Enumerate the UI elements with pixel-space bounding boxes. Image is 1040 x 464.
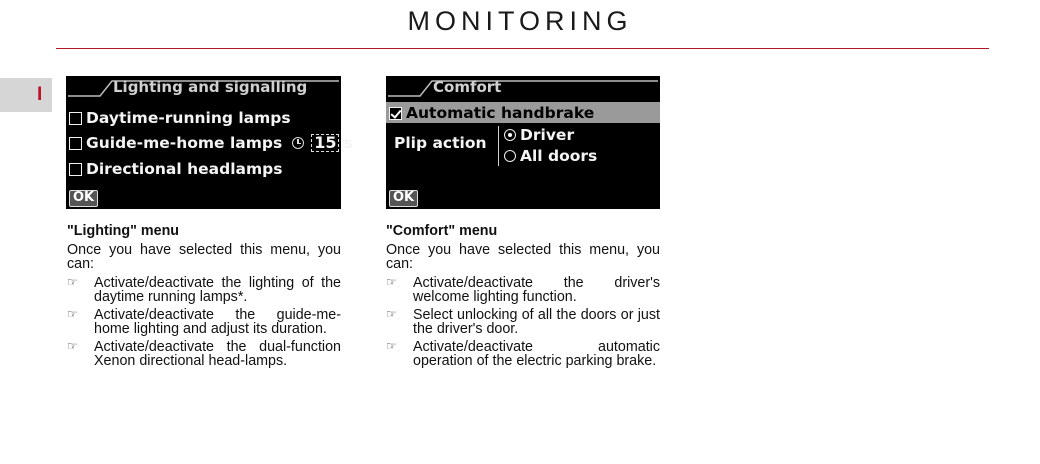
option-automatic-handbrake[interactable] — [389, 104, 594, 122]
option-guide-me-home-lamps[interactable] — [69, 134, 353, 152]
radio-all-doors[interactable] — [504, 147, 597, 165]
radio-label: All doors — [520, 147, 598, 165]
page-title: MONITORING — [407, 6, 633, 36]
bullet-text: Activate/deactivate the lighting of the daytime running lamps*. — [94, 275, 341, 305]
lighting-screen — [66, 76, 353, 209]
checkbox-icon[interactable] — [69, 163, 82, 176]
bullet-text: Select unlocking of all the doors or just the driver's door. — [413, 307, 660, 337]
vertical-divider — [498, 126, 499, 166]
option-daytime-running-lamps[interactable] — [69, 109, 291, 127]
pointing-hand-icon: ☞ — [386, 275, 397, 289]
checkbox-icon[interactable] — [69, 112, 82, 125]
bullet-text: Activate/deactivate the driver's welcome lighting function. — [413, 275, 660, 305]
radio-label: Driver — [520, 126, 575, 144]
screen-header — [386, 76, 660, 100]
header-tab-shape — [386, 76, 660, 102]
bullet-text: Activate/deactivate automatic operation of the electric parking brake. — [413, 339, 660, 369]
lighting-description — [67, 224, 341, 372]
list-item — [67, 276, 341, 304]
checkbox-checked-icon[interactable] — [389, 107, 402, 120]
radio-driver[interactable] — [504, 126, 574, 144]
comfort-menu-heading: "Comfort" menu — [386, 223, 498, 239]
option-directional-headlamps[interactable] — [69, 160, 282, 178]
plip-action-label — [394, 134, 487, 152]
list-item — [386, 308, 660, 336]
bullet-list — [386, 276, 660, 368]
radio-selected-icon[interactable] — [504, 129, 516, 141]
bullet-text: Activate/deactivate the guide-me-home lighting and adjust its duration. — [94, 307, 341, 337]
pointing-hand-icon: ☞ — [67, 339, 78, 353]
list-item — [67, 340, 341, 368]
screen-title: Lighting and signalling — [113, 78, 308, 96]
checkbox-icon[interactable] — [69, 137, 82, 150]
section-tab — [0, 78, 52, 112]
pointing-hand-icon: ☞ — [386, 339, 397, 353]
bullet-list — [67, 276, 341, 368]
pointing-hand-icon: ☞ — [67, 307, 78, 321]
list-item — [67, 308, 341, 336]
clock-icon — [292, 137, 304, 149]
ok-button[interactable]: OK — [389, 190, 418, 207]
title-divider — [56, 48, 989, 49]
plip-label-text: Plip action — [394, 134, 487, 152]
option-label: Guide-me-home lamps — [86, 134, 283, 152]
duration-value[interactable]: 15 — [311, 134, 339, 152]
comfort-description — [386, 224, 660, 372]
lighting-menu-heading: "Lighting" menu — [67, 223, 180, 239]
pointing-hand-icon: ☞ — [386, 307, 397, 321]
option-label: Automatic handbrake — [406, 104, 595, 122]
comfort-screen — [386, 76, 660, 209]
screen-header — [66, 76, 341, 100]
intro-text: Once you have selected this menu, you can: — [67, 242, 341, 272]
section-letter: I — [37, 84, 43, 105]
pointing-hand-icon: ☞ — [67, 275, 78, 289]
list-item — [386, 340, 660, 368]
radio-unselected-icon[interactable] — [504, 150, 516, 162]
ok-button[interactable]: OK — [69, 190, 98, 207]
list-item — [386, 276, 660, 304]
screen-title: Comfort — [433, 78, 502, 96]
bullet-text: Activate/deactivate the dual-function Xenon directional head-lamps. — [94, 339, 341, 369]
intro-text: Once you have selected this menu, you can: — [386, 242, 660, 272]
duration-unit: s — [343, 134, 353, 152]
option-label: Directional headlamps — [86, 160, 283, 178]
option-label: Daytime-running lamps — [86, 109, 291, 127]
